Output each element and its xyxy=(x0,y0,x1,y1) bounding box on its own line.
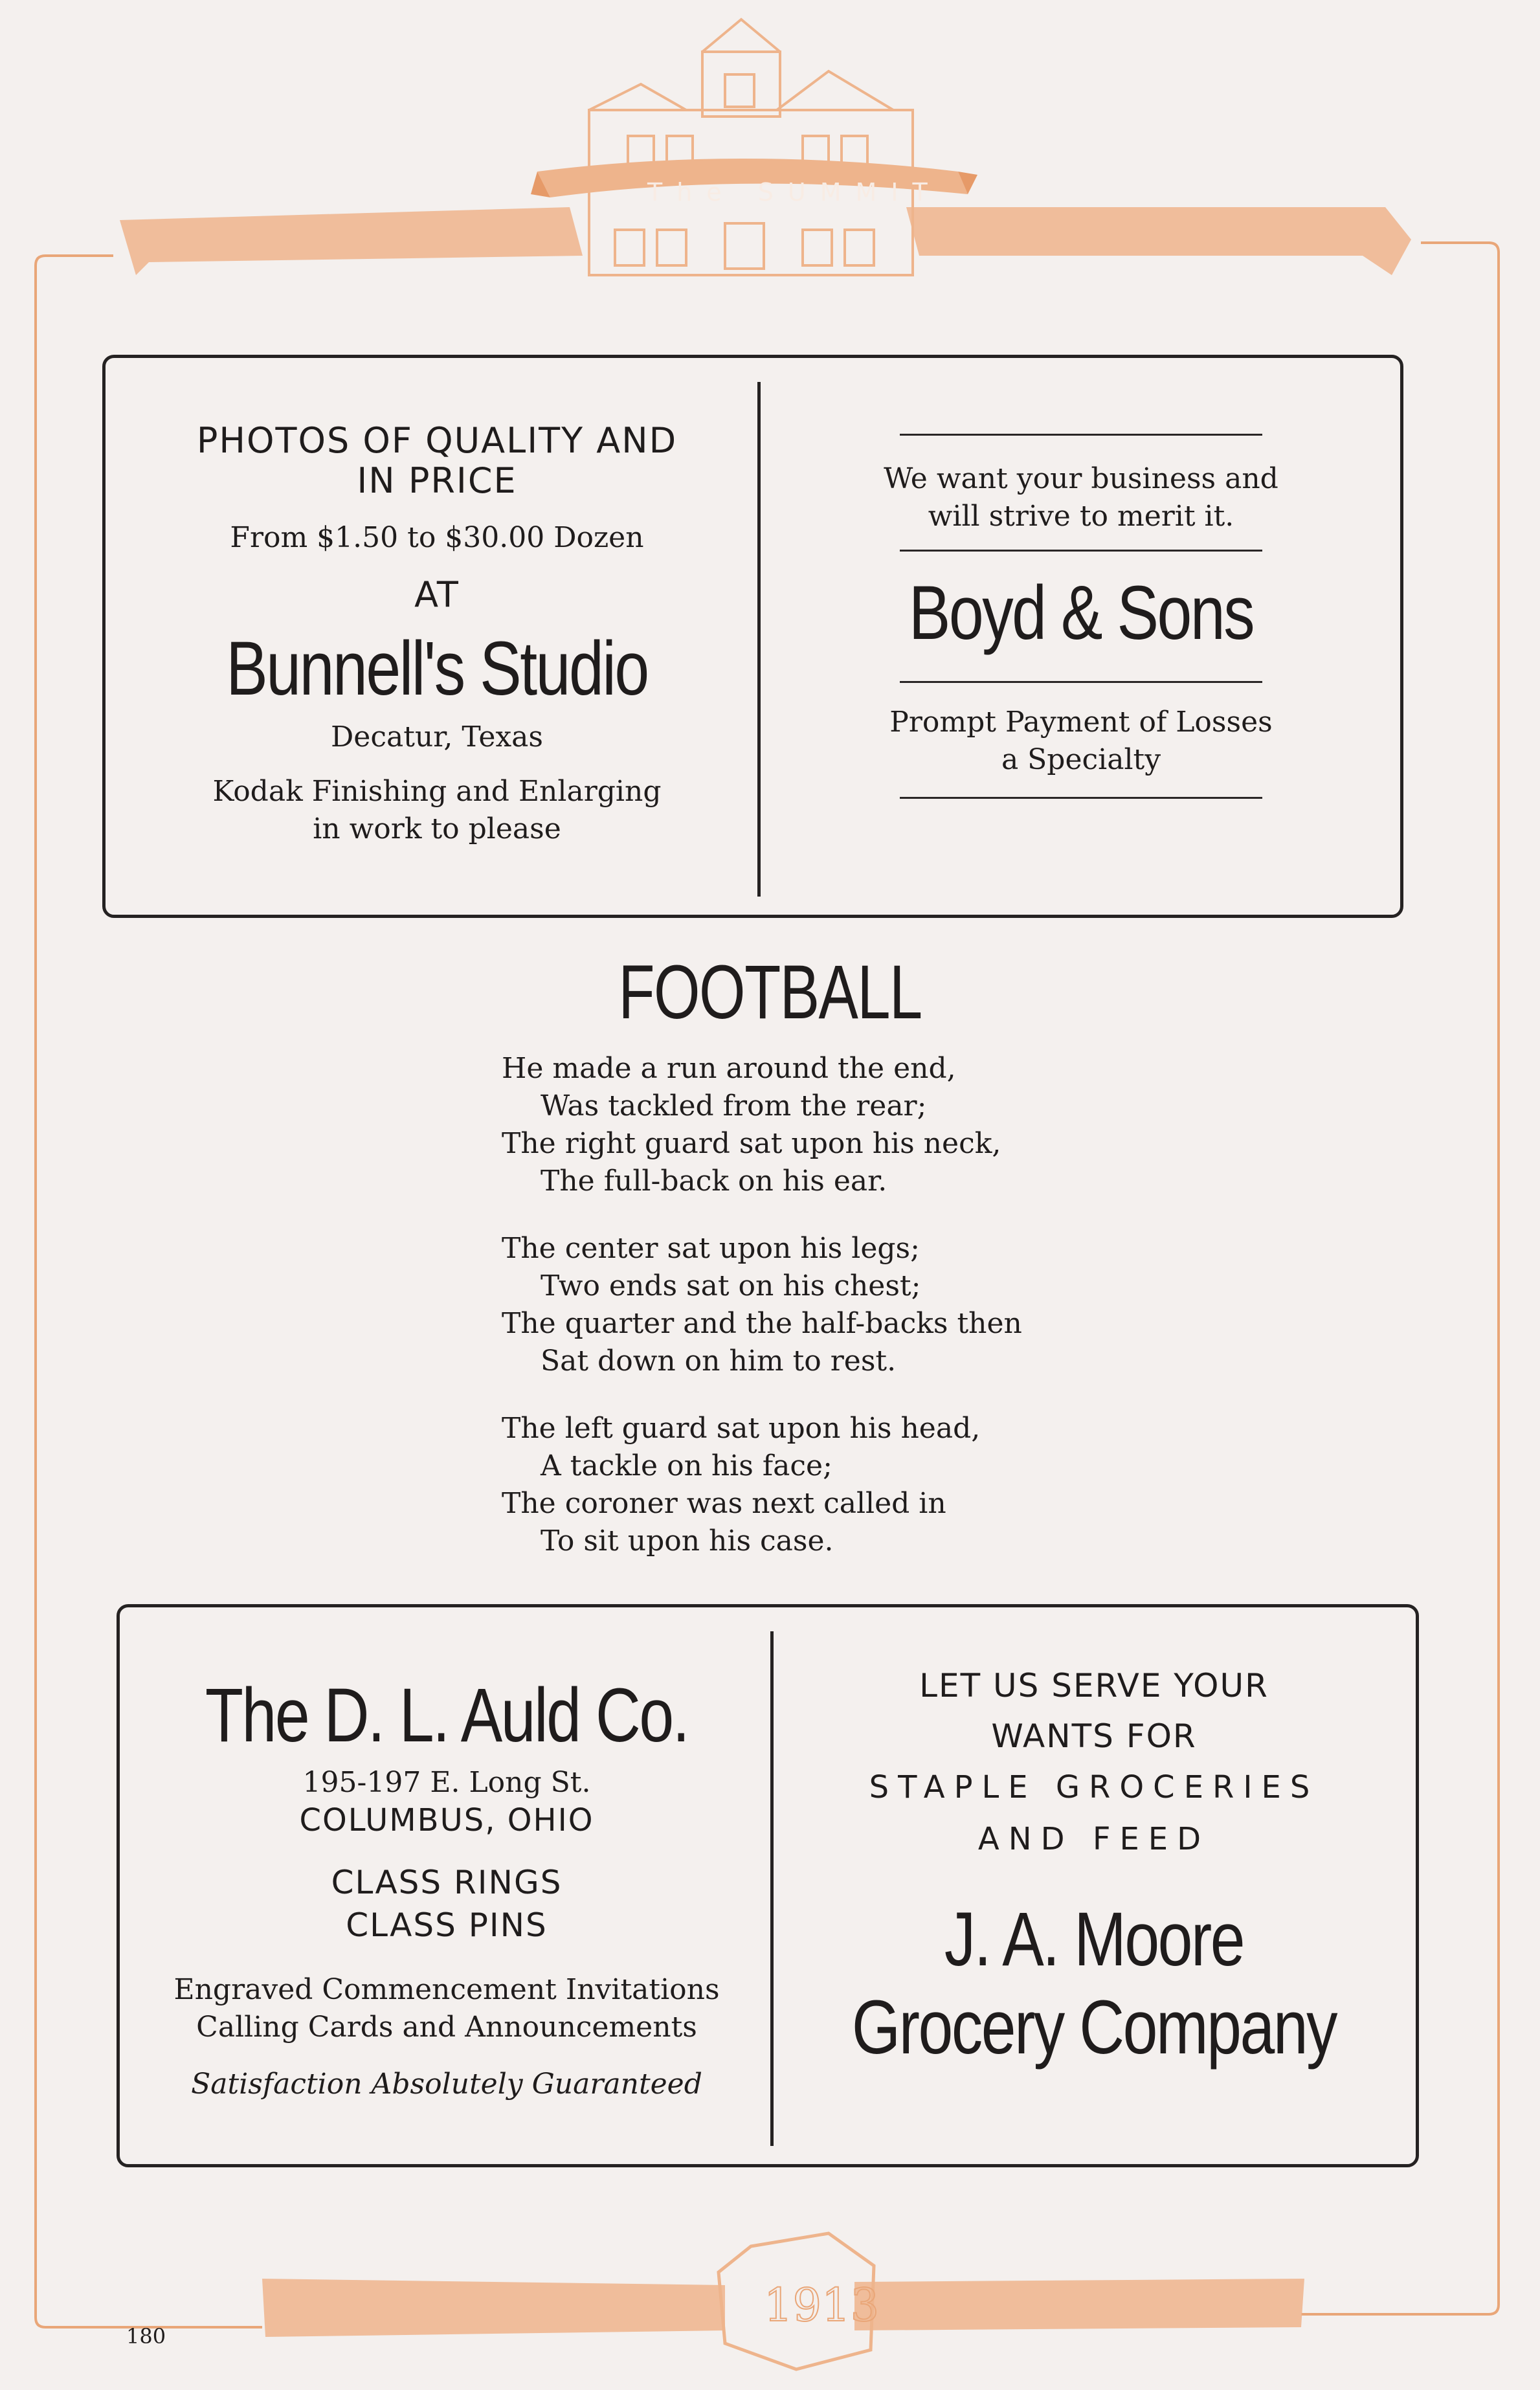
poem-title: FOOTBALL xyxy=(618,950,922,1035)
poem-line: Was tackled from the rear; xyxy=(541,1089,927,1122)
service-line1: Engraved Commencement Invitations xyxy=(173,1973,720,2006)
service-line2: in work to please xyxy=(313,812,561,845)
serve-line2: WANTS FOR xyxy=(991,1717,1197,1755)
rule-lower xyxy=(900,681,1262,683)
business-name-line1: J. A. Moore xyxy=(944,1897,1244,1982)
poem-stanza-1 xyxy=(502,1050,1214,1200)
business-name: Boyd & Sons xyxy=(908,570,1254,656)
rule-bottom xyxy=(900,797,1262,799)
poem-line: The full-back on his ear. xyxy=(541,1165,887,1198)
page-number: 180 xyxy=(126,2324,166,2349)
poem-line: The left guard sat upon his head, xyxy=(502,1412,981,1445)
headline-line2: IN PRICE xyxy=(357,460,517,501)
poem-stanza-3 xyxy=(502,1410,1214,1560)
poem-stanza-2 xyxy=(502,1230,1214,1380)
business-name: The D. L. Auld Co. xyxy=(205,1673,689,1758)
rule-top xyxy=(900,434,1262,436)
guarantee: Satisfaction Absolutely Guaranteed xyxy=(191,2068,702,2101)
specialty-line2: a Specialty xyxy=(1001,743,1161,776)
poem-line: Sat down on him to rest. xyxy=(541,1345,897,1378)
boyd-and-sons-ad xyxy=(774,434,1389,799)
price-line: From $1.50 to $30.00 Dozen xyxy=(230,521,644,554)
building-illustration xyxy=(589,19,913,275)
poem-line: A tackle on his face; xyxy=(541,1449,832,1482)
seal-text: 1913 xyxy=(764,2279,880,2332)
top-ad-divider xyxy=(757,382,761,897)
address-line2: COLUMBUS, OHIO xyxy=(299,1802,594,1838)
poem-line: Two ends sat on his chest; xyxy=(541,1269,921,1302)
bottom-ad-divider xyxy=(770,1631,774,2146)
poem-line: To sit upon his case. xyxy=(541,1524,834,1558)
rule-upper xyxy=(900,550,1262,552)
tagline-line1: We want your business and xyxy=(884,462,1278,495)
at-label: AT xyxy=(414,574,460,615)
serve-line4: AND FEED xyxy=(977,1821,1211,1857)
poem-line: The right guard sat upon his neck, xyxy=(502,1127,1001,1160)
bunnells-studio-ad xyxy=(126,421,748,848)
headline-line1: PHOTOS OF QUALITY AND xyxy=(196,420,678,461)
poem-line: The quarter and the half-backs then xyxy=(502,1307,1022,1340)
poem-line: He made a run around the end, xyxy=(502,1052,956,1085)
banner-text: The SUMMIT xyxy=(647,178,942,207)
service-line2: Calling Cards and Announcements xyxy=(196,2011,697,2044)
business-name: Bunnell's Studio xyxy=(226,626,648,711)
business-name-line2: Grocery Company xyxy=(851,1985,1337,2070)
product-line2: CLASS PINS xyxy=(346,1906,548,1944)
specialty-line1: Prompt Payment of Losses xyxy=(889,706,1273,739)
poem-line: The coroner was next called in xyxy=(502,1487,946,1520)
header-ribbon xyxy=(120,207,1411,275)
ja-moore-grocery-ad xyxy=(787,1660,1401,2070)
location: Decatur, Texas xyxy=(331,720,543,754)
serve-line3: STAPLE GROCERIES xyxy=(869,1769,1319,1805)
serve-line1: LET US SERVE YOUR xyxy=(919,1667,1269,1704)
product-line1: CLASS RINGS xyxy=(331,1864,563,1901)
address-line1: 195-197 E. Long St. xyxy=(302,1766,591,1799)
poem-line: The center sat upon his legs; xyxy=(502,1232,920,1265)
dl-auld-co-ad xyxy=(136,1673,757,2103)
service-line1: Kodak Finishing and Enlarging xyxy=(212,775,662,808)
tagline-line2: will strive to merit it. xyxy=(928,500,1234,533)
